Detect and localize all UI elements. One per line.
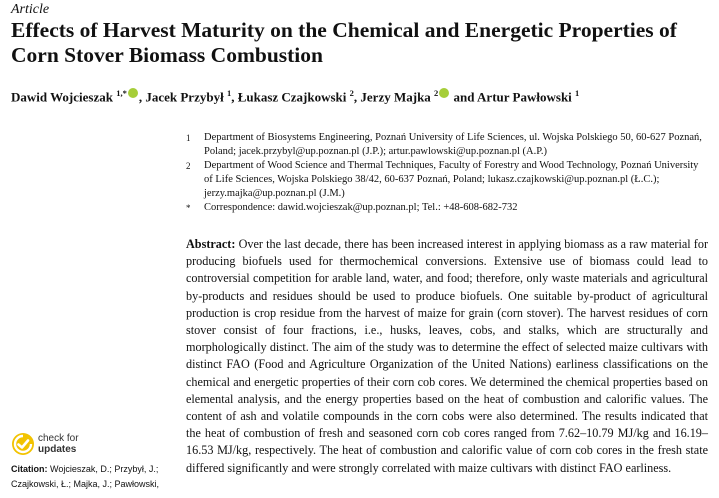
citation-block [11,462,161,492]
citation-text: Wojcieszak, D.; Przybył, J.; Czajkowski, Ł.; Majka, J.; Pawłowski, [11,464,160,489]
author-affiliation-mark: 1 [226,88,232,98]
affiliation-mark: 2 [186,161,191,171]
affiliation-mark: * [186,203,191,213]
affiliation-item [186,159,706,201]
affiliation-text: Department of Biosystems Engineering, Poznań University of Life Sciences, ul. Wojska Polskiego 50, 60-627 Poznań, Poland; jacek.przybyl@up.poznan.pl (J.P.); artur.pawlowski@up.poznan.pl (A.P.) [204,132,702,157]
author-separator: , [353,89,361,105]
orcid-icon[interactable] [128,88,138,98]
author-affiliation-mark: 2 [434,88,439,98]
article-type-label: Article [11,2,50,17]
affiliation-text: Department of Wood Science and Thermal Techniques, Faculty of Forestry and Wood Technology, Poznań University of Life Sciences, Wojska Polskiego 38/42, 60-637 Poznań, Poland; lukasz.czajkowski@up.poznan.pl (Ł.C.); jerzy.majka@up.poznan.pl (J.M.) [204,160,699,199]
affiliation-item [186,131,706,159]
affiliations [186,131,706,215]
abstract-label: Abstract: [186,237,236,251]
author-name[interactable]: Dawid Wojcieszak [11,89,113,105]
affiliation-mark: 1 [186,133,191,143]
affiliation-item [186,201,706,215]
author-affiliation-mark: 1 [575,88,580,98]
author-affiliation-mark: 2 [349,88,354,98]
author-separator: and [450,89,478,105]
author-separator: , [231,89,238,105]
author-list [11,88,579,105]
author-separator: , [138,89,146,105]
updates-line1: check for [38,433,79,444]
author-name[interactable]: Łukasz Czajkowski [237,89,347,105]
author-name[interactable]: Jacek Przybył [145,89,224,105]
check-for-updates-badge[interactable] [11,432,121,458]
affiliation-text: Correspondence: dawid.wojcieszak@up.poznan.pl; Tel.: +48-608-682-732 [204,202,518,213]
updates-line2: updates [38,444,77,455]
paper-title: Effects of Harvest Maturity on the Chemical and Energetic Properties of Corn Stover Biomass Combustion [11,18,677,67]
abstract-text: Over the last decade, there has been increased interest in applying biomass as a raw material for producing biofuels used for thermochemical conversions. Extensive use of biomass could lead to controversial competition for arable land, water, and food; therefore, only waste materials and agricultural by-products and residues should be used to produce biofuels. One suitable by-product of agricultural production is crop residue from the harvest of maize for grain (corn stover). The harvest residues of corn stover consist of four fractions, i.e., husks, leaves, cobs, and stalks, which are structurally and morphologically distinct. The aim of the study was to determine the effect of selected maize cultivars with distinct FAO (Food and Agriculture Organization of the United Nations) earliness classifications on the chemical and energetic properties of their corn cob cores. We determined the chemical properties based on elemental analysis, and the energy properties based on the heat of combustion and calorific values. The content of ash and volatile compounds in the corn cobs were also determined. The results indicated that the heat of combustion of fresh and seasoned corn cob cores ranged from 7.62–10.79 MJ/kg and 16.19–16.53 MJ/kg, respectively. The heat of combustion and calorific value of corn cob cores in the fresh state differed significantly and were strongly correlated with maize cultivars with distinct FAO earliness. [186,237,709,475]
author-name[interactable]: Artur Pawłowski [477,89,572,105]
author-affiliation-mark: 1,* [116,88,127,98]
citation-label: Citation: [11,464,48,474]
abstract [186,236,708,477]
orcid-icon[interactable] [439,88,449,98]
check-for-updates-icon [11,432,35,456]
author-name[interactable]: Jerzy Majka [360,89,431,105]
